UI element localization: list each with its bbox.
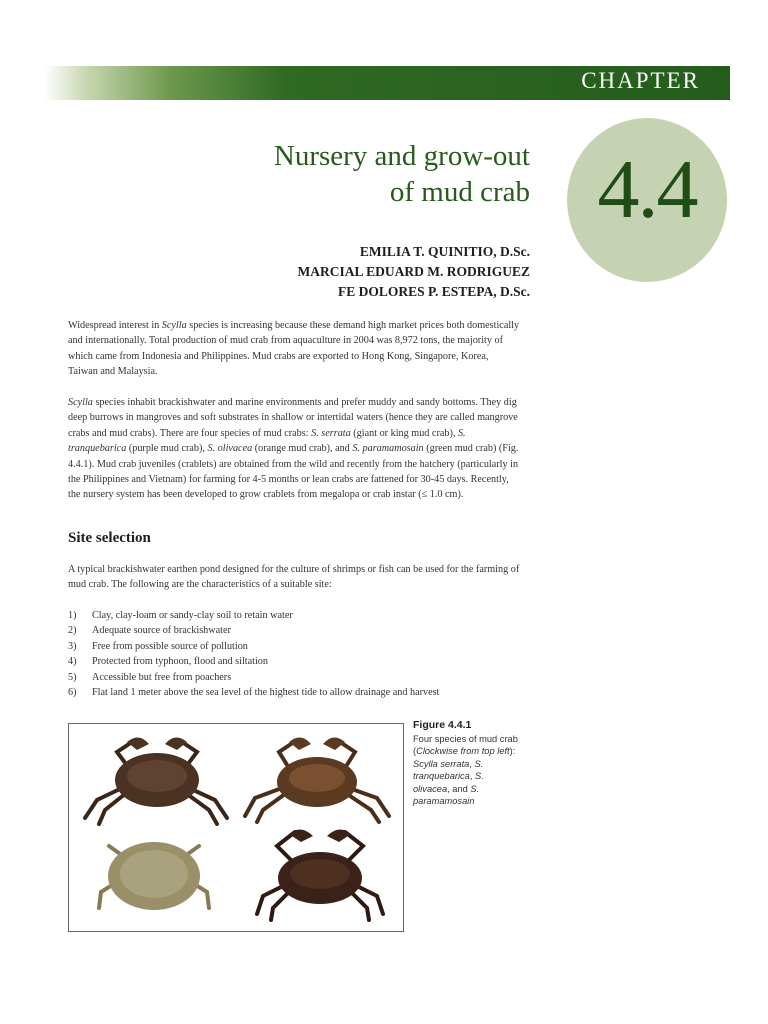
chapter-banner (44, 66, 730, 100)
author-3: FE DOLORES P. ESTEPA, D.Sc. (337, 284, 530, 299)
figure-caption (413, 719, 523, 808)
section-heading-site-selection: Site selection (68, 530, 151, 546)
list-item: 2) Adequate source of brackishwater (68, 625, 231, 637)
list-item: 1) Clay, clay-loam or sandy-clay soil to retain water (68, 610, 293, 621)
title-line-1: Nursery and grow-out (273, 140, 530, 172)
figure-crab-photos (68, 723, 404, 932)
author-1: EMILIA T. QUINITIO, D.Sc. (359, 244, 530, 259)
intro-paragraph-2: Scylla species inhabit brackishwater and marine environments and prefer muddy and sandy bottoms. They dig deep burrows in mangroves and soft substrates in shallow or intertidal waters (hence they are called mangrove crabs and mud crabs). There are four species of mud crabs: S. serrata (giant or king mud crab), S. tranquebarica (purple mud crab), S. olivacea (orange mud crab), and S. paramamosain (green mud crab) (Fig. 4.4.1). Mud crab juveniles (crablets) are obtained from the wild and recently from the hatchery (particularly in the Philippines and Vietnam) for farming for 4-5 months or lean crabs are fattened for 30-45 days. Recently, the nursery system has been developed to grow crablets from megalopa or crab instar (≤ 1.0 cm). (68, 397, 519, 501)
figure-label: Figure 4.4.1 (413, 719, 472, 731)
page-title (200, 138, 530, 210)
site-characteristics-list (68, 608, 528, 700)
author-list (200, 242, 530, 302)
list-item: 5) Accessible but free from poachers (68, 671, 232, 683)
figure-caption-text: Four species of mud crab (Clockwise from top left): Scylla serrata, S. tranquebarica, S. olivacea, and S. paramamosain (413, 733, 518, 806)
intro-paragraph-1: Widespread interest in Scylla species is increasing because these demand high market prices both domestically and internationally. Total production of mud crab from aquaculture in 2004 was 8,972 tons, the majority of which came from Indonesia and Philippines. Mud crabs are exported to Hong Kong, Singapore, Korea, Taiwan and Malaysia. (68, 320, 520, 378)
list-item: 4) Protected from typhoon, flood and siltation (68, 656, 268, 668)
chapter-label: CHAPTER (581, 68, 700, 93)
title-line-2: of mud crab (389, 176, 530, 208)
crab-photo-olivacea (89, 832, 219, 922)
author-2: MARCIAL EDUARD M. RODRIGUEZ (297, 264, 530, 279)
chapter-number-badge (567, 118, 727, 282)
crab-photo-serrata (77, 730, 237, 826)
crab-photo-paramamosain (245, 824, 395, 924)
chapter-number: 4.4 (597, 143, 697, 236)
site-selection-paragraph: A typical brackishwater earthen pond designed for the culture of shrimps or fish can be used for the farming of mud crab. The following are the characteristics of a suitable site: (68, 564, 520, 591)
crab-photo-tranquebarica (237, 730, 397, 826)
list-item: 3) Free from possible source of pollution (68, 640, 248, 652)
list-item: 6) Flat land 1 meter above the sea level of the highest tide to allow drainage and harvest (68, 687, 440, 699)
